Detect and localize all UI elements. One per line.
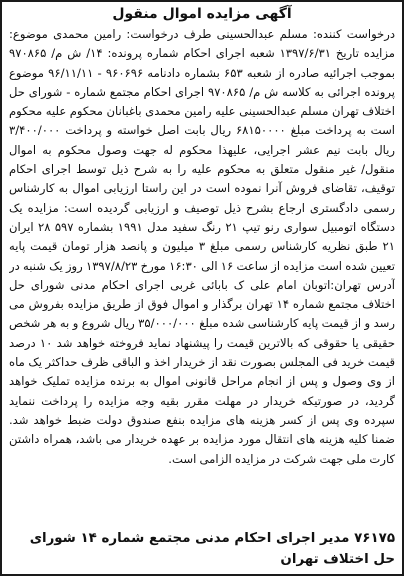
- notice-signature: [9, 528, 395, 570]
- notice-body-container: [9, 25, 395, 528]
- signature-code: ۷۶۱۷۵: [354, 531, 395, 546]
- notice-title: آگهی مزایده اموال منقول: [112, 6, 292, 22]
- notice-body-text: درخواست کننده: مسلم عبدالحسینی طرف درخواست: رامین محمدی موضوع: مزایده تاریخ ۱۳۹۷/۶/۳۱ شعبه اجرای احکام شماره پرونده: ۱۴/ ش م/ ۹۷۰۸۶۵ بموجب اجرائیه صادره از شعبه ۶۵۳ بشماره دادنامه ۹۶۰۶۹۶ - ۹۶/۱۱/۱۱ موضوع پرونده اجرائی به کلاسه ش م/ ۹۷۰۸۶۵ اجرای احکام مجتمع شماره - شورای حل اختلاف تهران مسلم عبدالحسینی علیه رامین محمدی باغبانان محکوم علیه محکوم است به پرداخت مبلغ ۶۸۱۵۰۰۰۰ ریال بابت اصل خواسته و پرداخت ۳/۴۰۰/۰۰۰ ریال بابت نیم عشر اجرایی، علیهذا محکوم له جهت وصول محکوم به اموال منقول/ غیر منقول متعلق به محکوم علیه را به شرح ذیل توسط اجرای احکام توقیف، تقاضای فروش آنرا نموده است در این راستا ارزیابی اموال به کارشناس رسمی دادگستری ارجاع بشرح ذیل توصیف و ارزیابی گردیده است: مزایده یک دستگاه اتومبیل سواری رنو تیپ ۲۱ رنگ سفید مدل ۱۹۹۱ بشماره ۵۹۷ ۲۸ ایران ۲۱ طبق نظریه کارشناس رسمی مبلغ ۳ میلیون و پانصد هزار تومان قیمت پایه تعیین شده است مزایده از ساعت ۱۶ الی ۱۶:۳۰ مورخ ۱۳۹۷/۸/۲۳ روز یک شنبه در آدرس تهران:اتوبان امام علی ک بابائی غربی اجرای احکام مدنی شورای حل اختلاف مجتمع شماره ۱۴ تهران برگذار و اموال فوق از طریق مزایده بفروش می رسد و از قیمت پایه کارشناسی شده مبلغ ۳۵/۰۰۰/۰۰۰ ریال شروع و به هر شخص حقیقی یا حقوقی که بالاترین قیمت را پیشنهاد نماید فروخته خواهد شد ۱۰ درصد قیمت خرید فی المجلس بصورت نقد از خریدار اخذ و الباقی ظرف حداکثر یک ماه از وی وصول و پس از انجام مراحل قانونی اموال به برنده مزایده تملیک خواهد گردید، در صورتیکه خریدار در مهلت مقرر بقیه وجه مزایده را پرداخت ننماید سپرده وی پس از کسر هزینه های مزایده بنفع صندوق دولت ضبط خواهد شد. ضمنا کلیه هزینه های انتقال مورد مزایده بر عهده خریدار می باشد، همراه داشتن کارت ملی جهت شرکت در مزایده الزامی است.: [9, 27, 395, 466]
- signature-text: مدیر اجرای احکام مدنی مجتمع شماره ۱۴ شورای حل اختلاف تهران: [29, 531, 395, 567]
